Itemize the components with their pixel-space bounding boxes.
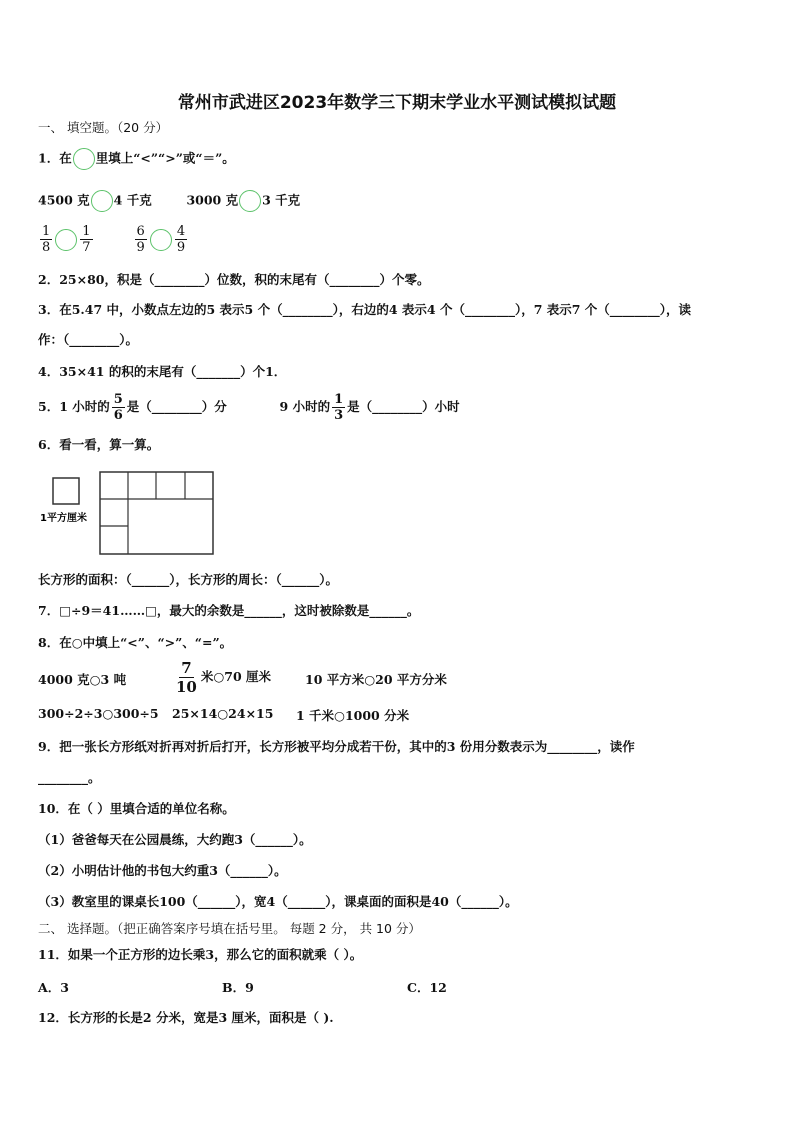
fraction: $\frac{4}{9}$: [176, 224, 186, 255]
q8-item-5: 25×14○24×15: [172, 706, 274, 721]
q5-text-b: 是（________）分: [126, 399, 227, 414]
question-9-line-1: 9．把一张长方形纸对折再对折后打开，长方形被平均分成若干份，其中的3 份用分数表示为________，读作: [38, 739, 635, 754]
answer-circle[interactable]: [91, 190, 113, 212]
question-5: [38, 392, 460, 423]
answer-circle[interactable]: [55, 229, 77, 251]
q8-item-2-text: 米○70 厘米: [200, 669, 272, 684]
q1-text-b: 里填上“<”“>”或“＝”。: [95, 150, 235, 166]
q8-item-3: 10 平方米○20 平方分米: [305, 672, 447, 687]
question-1: [38, 148, 235, 170]
question-10-heading: 10．在（ ）里填合适的单位名称。: [38, 801, 235, 816]
question-6: 6．看一看，算一算。: [38, 437, 160, 452]
q1-item-2a: 3000 克: [186, 192, 239, 208]
fraction: $\frac{6}{9}$: [136, 224, 145, 255]
area-figure: [38, 470, 228, 560]
question-2: 2．25×80，积是（________）位数，积的末尾有（________）个零。: [38, 272, 430, 287]
fraction: $\frac{1}{8}$: [42, 224, 51, 255]
q8-item-6: 1 千米○1000 分米: [296, 708, 410, 723]
fraction: $\frac{5}{6}$: [113, 392, 123, 423]
answer-circle[interactable]: [239, 190, 261, 212]
q8-item-2: [172, 659, 271, 696]
q5-text-a: 5．1 小时的: [38, 399, 110, 414]
fraction: $\frac{1}{7}$: [82, 224, 91, 255]
q8-item-1: 4000 克○3 吨: [38, 672, 127, 687]
q10-sub-3: （3）教室里的课桌长100（______），宽4（______），课桌面的面积是40（______）。: [38, 894, 518, 909]
section-2-heading: 二、 选择题。（把正确答案序号填在括号里。 每题 2 分， 共 10 分）: [38, 921, 421, 936]
q1-row-2: [38, 224, 189, 255]
q6-answer-line: 长方形的面积：（______），长方形的周长：（______）。: [38, 572, 339, 587]
q1-text-a: 1．在: [38, 150, 72, 166]
fraction: $\frac{1}{3}$: [334, 392, 344, 423]
unit-square-label: 1平方厘米: [40, 513, 87, 524]
q10-sub-1: （1）爸爸每天在公园晨练，大约跑3（______）。: [38, 832, 312, 847]
question-12: 12．长方形的长是2 分米，宽是3 厘米，面积是（ ).: [38, 1010, 334, 1025]
question-7: 7．□÷9＝41……□，最大的余数是______，这时被除数是______。: [38, 603, 420, 618]
q1-item-1a: 4500 克: [38, 192, 90, 208]
section-1-heading: 一、 填空题。（20 分）: [38, 120, 169, 135]
page-title: 常州市武进区2023年数学三下期末学业水平测试模拟试题: [177, 93, 617, 113]
q10-sub-2: （2）小明估计他的书包大约重3（______）。: [38, 863, 287, 878]
fraction: $\frac{7}{10}$: [176, 659, 197, 696]
q1-item-1b: 4 千克: [113, 192, 152, 208]
q11-option-b[interactable]: B．9: [222, 980, 254, 995]
q1-row-1: [38, 190, 300, 212]
unit-square: [53, 478, 79, 504]
question-9-line-2: ________。: [38, 770, 101, 785]
question-3-line-2: 作：（________）。: [38, 332, 139, 347]
question-4: 4．35×41 的积的末尾有（_______）个1．: [38, 364, 287, 379]
answer-circle[interactable]: [150, 229, 172, 251]
q1-item-2b: 3 千克: [262, 192, 301, 208]
q5-text-d: 是（________）小时: [347, 399, 460, 414]
question-8-heading: 8．在○中填上“<”、“>”、“=”。: [38, 635, 233, 650]
answer-circle[interactable]: [73, 148, 95, 170]
question-11: 11．如果一个正方形的边长乘3，那么它的面积就乘（ ）。: [38, 947, 363, 962]
q5-text-c: 9 小时的: [279, 399, 331, 414]
q11-option-c[interactable]: C．12: [407, 980, 447, 995]
question-3-line-1: 3．在5.47 中，小数点左边的5 表示5 个（________），右边的4 表示4 个（________），7 表示7 个（________），读: [38, 302, 692, 317]
q8-item-4: 300÷2÷3○300÷5: [38, 706, 159, 721]
q11-option-a[interactable]: A．3: [38, 980, 69, 995]
